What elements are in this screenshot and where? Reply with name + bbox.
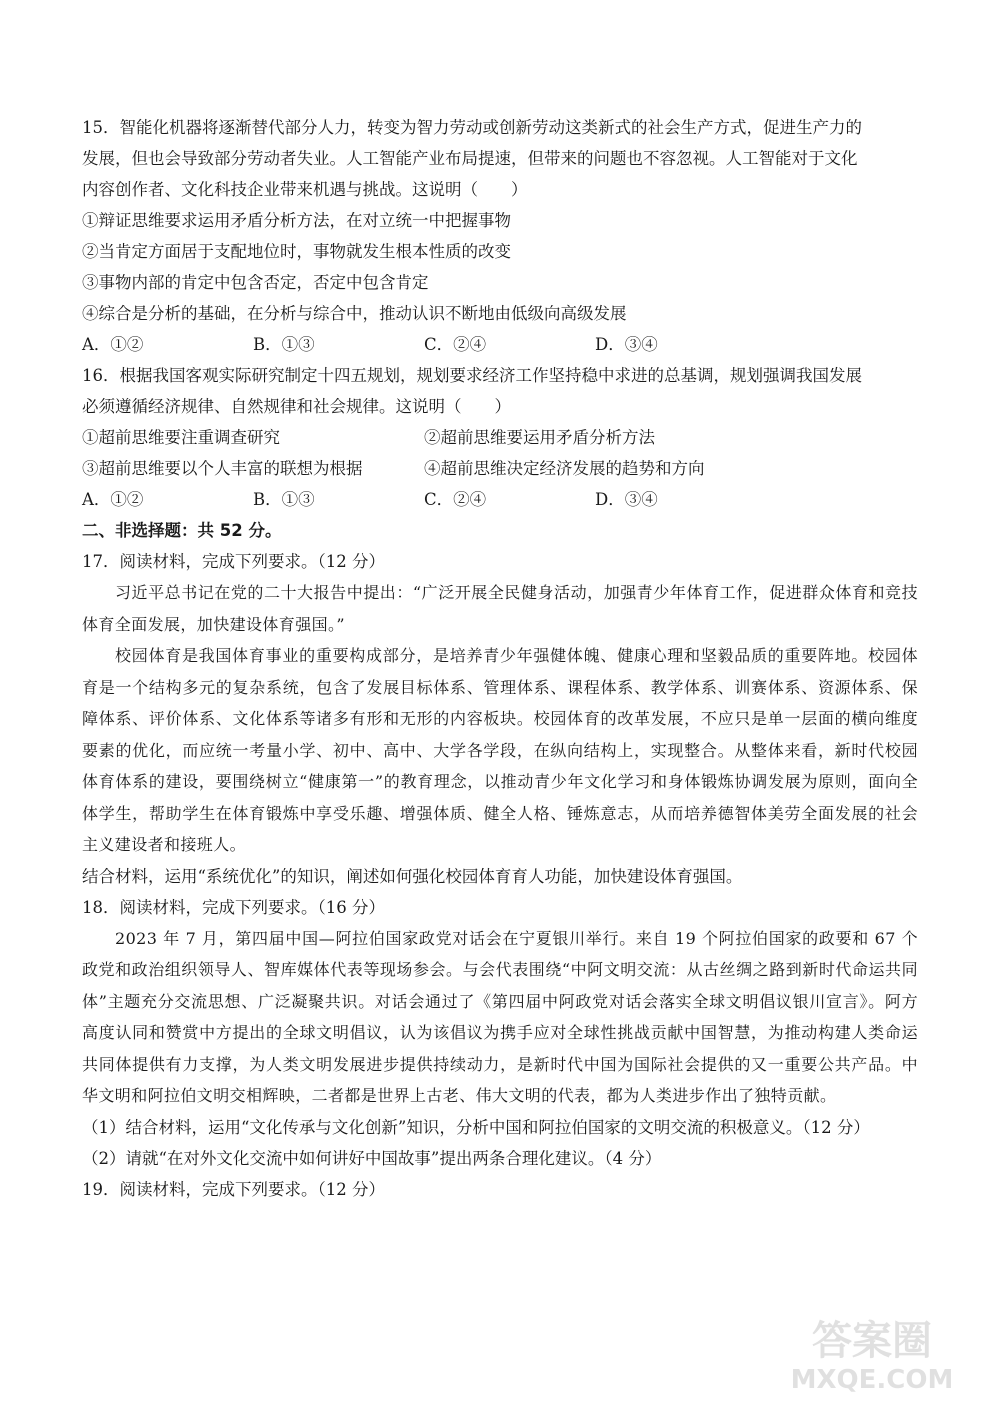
svg-text:MXQE.COM: MXQE.COM	[790, 1365, 954, 1395]
q18-subquestion-2: （2）请就“在对外文化交流中如何讲好中国故事”提出两条合理化建议。（4 分）	[82, 1148, 662, 1168]
question-19	[82, 1174, 918, 1205]
q15-item-2: ②当肯定方面居于支配地位时，事物就发生根本性质的改变	[82, 242, 511, 261]
q19-header: 19．阅读材料，完成下列要求。（12 分）	[82, 1179, 385, 1199]
svg-text:答案圈: 答案圈	[812, 1318, 932, 1364]
q15-option-d: D．③④	[595, 335, 658, 354]
exam-page	[82, 112, 918, 1205]
q17-material-paragraph: 校园体育是我国体育事业的重要构成部分，是培养青少年强健体魄、健康心理和坚毅品质的重要阵地。校园体育是一个结构多元的复杂系统，包含了发展目标体系、管理体系、课程体系、教学体系、训赛体系、资源体系、保障体系、评价体系、文化体系等诸多有形和无形的内容板块。校园体育的改革发展，不应只是单一层面的横向维度要素的优化，而应统一考量小学、初中、高中、大学各学段，在纵向结构上，实现整合。从整体来看，新时代校园体育体系的建设，要围绕树立“健康第一”的教育理念，以推动青少年文化学习和身体锻炼协调发展为原则，面向全体学生，帮助学生在体育锻炼中享受乐趣、增强体质、健全人格、锤炼意志，从而培养德智体美劳全面发展的社会主义建设者和接班人。	[82, 646, 918, 854]
q17-material-paragraph: 习近平总书记在党的二十大报告中提出：“广泛开展全民健身活动，加强青少年体育工作，促进群众体育和竞技体育全面发展，加快建设体育强国。”	[82, 583, 918, 634]
q15-stem-line: 15．智能化机器将逐渐替代部分人力，转变为智力劳动或创新劳动这类新式的社会生产方式，促进生产力的	[82, 118, 862, 137]
q17-header: 17．阅读材料，完成下列要求。（12 分）	[82, 552, 385, 571]
q15-stem-line: 内容创作者、文化科技企业带来机遇与挑战。这说明（ ）	[82, 180, 528, 199]
q16-item-3: ③超前思维要以个人丰富的联想为根据	[82, 459, 363, 478]
q16-items-row-2	[82, 453, 918, 484]
q16-item-4: ④超前思维决定经济发展的趋势和方向	[424, 459, 705, 478]
q16-options	[82, 484, 918, 515]
question-15	[82, 112, 918, 360]
q18-header: 18．阅读材料，完成下列要求。（16 分）	[82, 897, 385, 917]
q15-item-4: ④综合是分析的基础，在分析与综合中，推动认识不断地由低级向高级发展	[82, 304, 627, 323]
q16-items-row-1	[82, 422, 918, 453]
q17-task: 结合材料，运用“系统优化”的知识，阐述如何强化校园体育育人功能，加快建设体育强国。	[82, 866, 743, 886]
section-heading: 二、非选择题：共 52 分。	[82, 521, 282, 540]
q15-option-b: B．①③	[253, 335, 315, 354]
q18-subquestion-1: （1）结合材料，运用“文化传承与文化创新”知识，分析中国和阿拉伯国家的文明交流的积极意义。（12 分）	[82, 1117, 870, 1137]
q16-option-a: A．①②	[82, 490, 144, 509]
watermark-logo	[772, 1306, 972, 1396]
q15-stem-line: 发展，但也会导致部分劳动者失业。人工智能产业布局提速，但带来的问题也不容忽视。人工智能对于文化	[82, 149, 858, 168]
q16-stem-line: 16．根据我国客观实际研究制定十四五规划，规划要求经济工作坚持稳中求进的总基调，规划强调我国发展	[82, 366, 862, 385]
q15-option-c: C．②④	[424, 335, 487, 354]
q15-item-3: ③事物内部的肯定中包含否定，否定中包含肯定	[82, 273, 429, 292]
q15-item-1: ①辩证思维要求运用矛盾分析方法，在对立统一中把握事物	[82, 211, 511, 230]
question-17	[82, 546, 918, 892]
q16-item-1: ①超前思维要注重调查研究	[82, 428, 280, 447]
q16-option-c: C．②④	[424, 490, 487, 509]
question-18	[82, 892, 918, 1174]
q16-stem-line: 必须遵循经济规律、自然规律和社会规律。这说明（ ）	[82, 397, 511, 416]
q16-option-d: D．③④	[595, 490, 658, 509]
q16-item-2: ②超前思维要运用矛盾分析方法	[424, 428, 655, 447]
q15-option-a: A．①②	[82, 335, 144, 354]
question-16	[82, 360, 918, 515]
q18-material-paragraph: 2023 年 7 月，第四届中国—阿拉伯国家政党对话会在宁夏银川举行。来自 19 个阿拉伯国家的政要和 67 个政党和政治组织领导人、智库媒体代表等现场参会。与会代表围绕“中阿文明交流：从古丝绸之路到新时代命运共同体”主题充分交流思想、广泛凝聚共识。对话会通过了《第四届中阿政党对话会落实全球文明倡议银川宣言》。阿方高度认同和赞赏中方提出的全球文明倡议，认为该倡议为携手应对全球性挑战贡献中国智慧，为推动构建人类命运共同体提供有力支撑，为人类文明发展进步提供持续动力，是新时代中国为国际社会提供的又一重要公共产品。中华文明和阿拉伯文明交相辉映，二者都是世界上古老、伟大文明的代表，都为人类进步作出了独特贡献。	[82, 928, 918, 1105]
q15-options	[82, 329, 918, 360]
q16-option-b: B．①③	[253, 490, 315, 509]
